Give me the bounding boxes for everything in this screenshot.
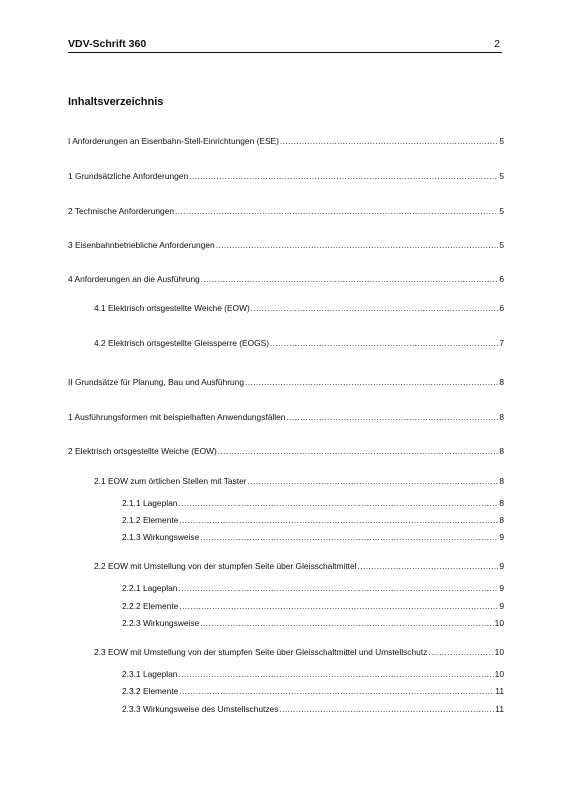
toc-leader-dots	[251, 303, 499, 313]
toc-entry-page: 10	[494, 618, 504, 628]
toc-entry-label: 2.1 EOW zum örtlichen Stellen mit Taster	[94, 476, 247, 486]
toc-entry-page: 9	[499, 583, 504, 593]
toc-leader-dots	[286, 412, 498, 422]
toc-entry-label: 1 Ausführungsformen mit beispielhaften Anwendungsfällen	[68, 412, 286, 422]
toc-entry-page: 7	[499, 338, 504, 348]
toc-entry-label: 4.2 Elektrisch ortsgestellte Gleissperre (EOGS)	[94, 338, 270, 348]
toc-entry-label: 2.2.1 Lageplan	[122, 583, 178, 593]
toc-entry-ii-2[interactable]	[68, 444, 504, 456]
toc-entry-part-1[interactable]	[68, 134, 504, 146]
toc-entry-page: 8	[499, 446, 504, 456]
toc-entry-label: 2 Elektrisch ortsgestellte Weiche (EOW)	[68, 446, 217, 456]
toc-entry-page: 9	[499, 601, 504, 611]
toc-entry-label: 2.3.1 Lageplan	[122, 669, 178, 679]
toc-entry-part-2[interactable]	[68, 375, 504, 387]
toc-entry-page: 5	[499, 206, 504, 216]
toc-entry-page: 5	[499, 136, 504, 146]
toc-entry-2-2-3[interactable]	[122, 616, 504, 628]
toc-entry-3[interactable]	[68, 238, 504, 250]
toc-entry-label: 3 Eisenbahnbetriebliche Anforderungen	[68, 240, 215, 250]
toc-entry-label: 2.3 EOW mit Umstellung von der stumpfen Seite über Gleisschaltmittel und Umstellschutz	[94, 647, 428, 657]
toc-leader-dots	[178, 498, 498, 508]
toc-heading: Inhaltsverzeichnis	[68, 96, 164, 108]
toc-entry-label: 2.3.3 Wirkungsweise des Umstellschutzes	[122, 704, 279, 714]
page-number: 2	[494, 38, 500, 50]
toc-leader-dots	[175, 206, 498, 216]
toc-leader-dots	[245, 377, 498, 387]
toc-leader-dots	[178, 583, 498, 593]
toc-entry-page: 8	[499, 498, 504, 508]
toc-entry-page: 9	[499, 561, 504, 571]
toc-entry-label: 2.3.2 Elemente	[122, 686, 179, 696]
toc-entry-page: 5	[499, 240, 504, 250]
toc-entry-4-1[interactable]	[94, 301, 504, 313]
toc-entry-page: 8	[499, 515, 504, 525]
toc-leader-dots	[200, 532, 498, 542]
toc-entry-page: 11	[495, 686, 504, 696]
toc-entry-label: I Anforderungen an Eisenbahn-Stell-Einrichtungen (ESE)	[68, 136, 279, 146]
toc-entry-label: 2.1.3 Wirkungsweise	[122, 532, 200, 542]
toc-entry-page: 8	[499, 377, 504, 387]
toc-leader-dots	[201, 274, 499, 284]
toc-leader-dots	[358, 561, 499, 571]
toc-entry-label: 2 Technische Anforderungen	[68, 206, 175, 216]
toc-entry-page: 9	[499, 532, 504, 542]
document-title: VDV-Schrift 360	[68, 38, 147, 50]
toc-entry-4[interactable]	[68, 272, 504, 284]
toc-leader-dots	[270, 338, 498, 348]
toc-leader-dots	[179, 515, 498, 525]
toc-entry-2-3-2[interactable]	[122, 684, 504, 696]
toc-entry-4-2[interactable]	[94, 336, 504, 348]
toc-leader-dots	[179, 601, 498, 611]
toc-entry-label: 2.1.1 Lageplan	[122, 498, 178, 508]
toc-leader-dots	[200, 618, 493, 628]
toc-entry-2[interactable]	[68, 204, 504, 216]
toc-leader-dots	[189, 171, 498, 181]
toc-entry-page: 5	[499, 171, 504, 181]
toc-leader-dots	[179, 686, 494, 696]
toc-entry-label: 2.2.3 Wirkungsweise	[122, 618, 200, 628]
toc-leader-dots	[218, 446, 499, 456]
page-header	[68, 38, 502, 53]
toc-entry-2-2-2[interactable]	[122, 599, 504, 611]
toc-entry-2-2-1[interactable]	[122, 581, 504, 593]
toc-entry-label: 4.1 Elektrisch ortsgestellte Weiche (EOW)	[94, 303, 250, 313]
toc-leader-dots	[279, 704, 494, 714]
toc-entry-page: 10	[494, 669, 504, 679]
toc-entry-page: 6	[499, 303, 504, 313]
toc-leader-dots	[248, 476, 499, 486]
toc-leader-dots	[280, 136, 498, 146]
toc-entry-2-3[interactable]	[94, 645, 504, 657]
toc-entry-2-2[interactable]	[94, 559, 504, 571]
toc-entry-page: 6	[499, 274, 504, 284]
toc-leader-dots	[428, 647, 493, 657]
toc-entry-2-1-2[interactable]	[122, 513, 504, 525]
toc-leader-dots	[216, 240, 499, 250]
toc-entry-2-1-1[interactable]	[122, 496, 504, 508]
toc-entry-label: 2.2 EOW mit Umstellung von der stumpfen Seite über Gleisschaltmittel	[94, 561, 357, 571]
toc-entry-2-3-1[interactable]	[122, 667, 504, 679]
toc-entry-label: II Grundsätze für Planung, Bau und Ausführung	[68, 377, 244, 387]
toc-entry-page: 10	[494, 647, 504, 657]
toc-entry-2-1[interactable]	[94, 474, 504, 486]
toc-entry-label: 2.1.2 Elemente	[122, 515, 179, 525]
toc-entry-2-3-3[interactable]	[122, 702, 504, 714]
toc-entry-page: 11	[495, 704, 504, 714]
toc-entry-label: 1 Grundsätzliche Anforderungen	[68, 171, 189, 181]
toc-entry-page: 8	[499, 476, 504, 486]
toc-entry-ii-1[interactable]	[68, 410, 504, 422]
toc-entry-page: 8	[499, 412, 504, 422]
toc-entry-label: 4 Anforderungen an die Ausführung	[68, 274, 200, 284]
toc-entry-2-1-3[interactable]	[122, 530, 504, 542]
toc-leader-dots	[178, 669, 493, 679]
toc-entry-label: 2.2.2 Elemente	[122, 601, 179, 611]
toc-entry-1[interactable]	[68, 169, 504, 181]
